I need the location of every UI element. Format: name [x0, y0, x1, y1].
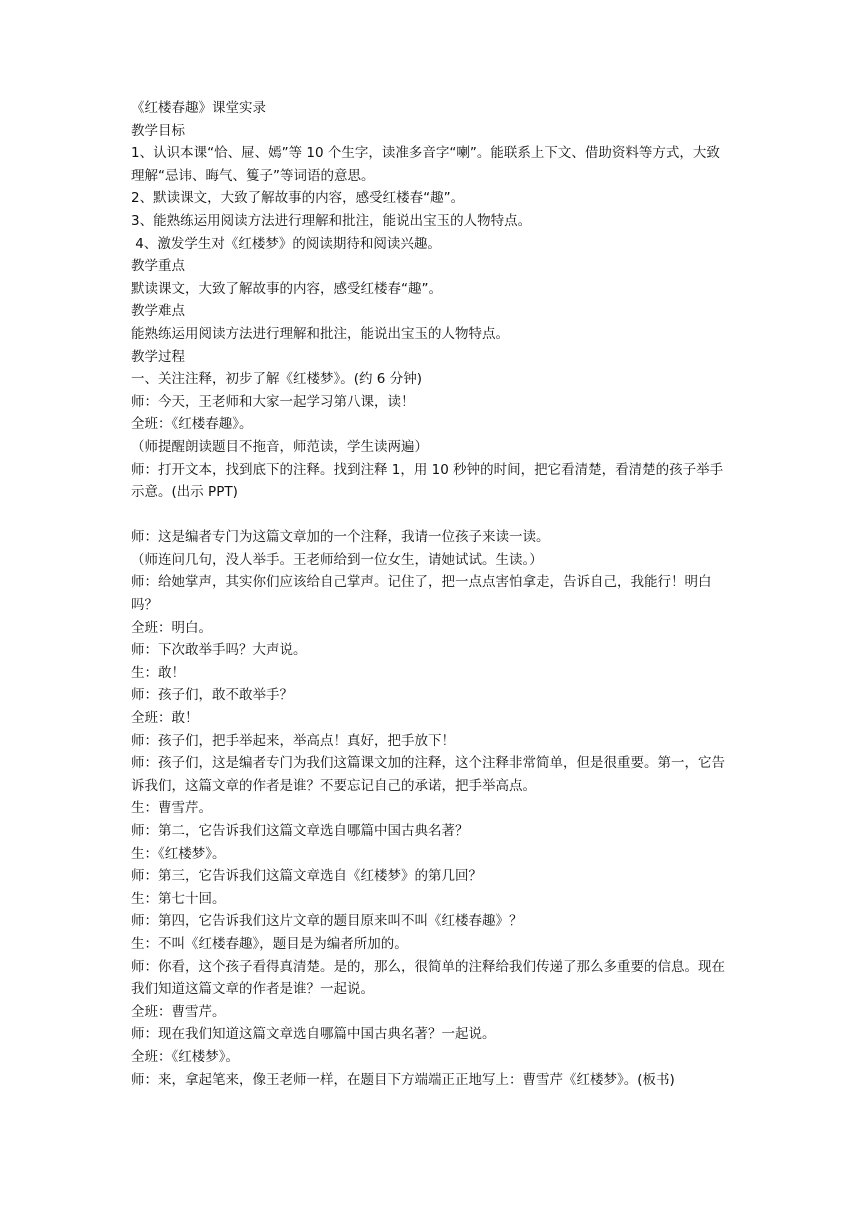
dialogue-line: 生：第七十回。 — [131, 890, 226, 907]
dialogue-line: 全班：《红楼梦》。 — [131, 1048, 239, 1065]
dialogue-line: 师：现在我们知道这篇文章选自哪篇中国古典名著？一起说。 — [131, 1026, 496, 1043]
dialogue-line: 师：孩子们，敢不敢举手？ — [131, 687, 293, 704]
section-heading-key-points: 教学重点 — [131, 258, 185, 275]
dialogue-line: 师：第四，它告诉我们这片文章的题目原来叫不叫《红楼春趣》？ — [131, 913, 523, 930]
document-title: 《红楼春趣》课堂实录 — [131, 100, 266, 116]
dialogue-line: 师：第二，它告诉我们这篇文章选自哪篇中国古典名著？ — [131, 823, 469, 839]
process-step-1-heading: 一、关注注释，初步了解《红楼梦》。(约 6 分钟) — [131, 371, 422, 388]
dialogue-line: 师：这是编者专门为这篇文章加的一个注释，我请一位孩子来读一读。 — [131, 529, 550, 546]
dialogue-line: 全班：明白。 — [131, 619, 212, 636]
dialogue-line: 师：孩子们，把手举起来，举高点！真好，把手放下！ — [131, 732, 455, 749]
dialogue-line: 生：曹雪芹。 — [131, 800, 212, 817]
goal-item-2: 2、默读课文，大致了解故事的内容，感受红楼春“趣”。 — [131, 190, 465, 207]
dialogue-line: 师：下次敢举手吗？大声说。 — [131, 642, 307, 659]
dialogue-line: 生：敢！ — [131, 664, 185, 681]
dialogue-line: 师：第三，它告诉我们这篇文章选自《红楼梦》的第几回？ — [131, 868, 482, 885]
dialogue-line: 师：打开文本，找到底下的注释。找到注释 1，用 10 秒钟的时间，把它看清楚，看清楚的孩子举手示意。(出示 PPT) — [131, 461, 724, 501]
section-heading-difficulties: 教学难点 — [131, 303, 185, 320]
goal-item-3: 3、能熟练运用阅读方法进行理解和批注，能说出宝玉的人物特点。 — [131, 212, 532, 229]
dialogue-line: 师：今天，王老师和大家一起学习第八课，读！ — [131, 393, 415, 410]
dialogue-line: 生：不叫《红楼春趣》，题目是为编者所加的。 — [131, 935, 408, 952]
dialogue-line: 师：来，拿起笔来，像王老师一样，在题目下方端端正正地写上：曹雪芹《红楼梦》。(板书) — [131, 1071, 675, 1088]
difficulties-text: 能熟练运用阅读方法进行理解和批注，能说出宝玉的人物特点。 — [131, 325, 509, 342]
dialogue-line: 全班：《红楼春趣》。 — [131, 416, 253, 433]
dialogue-line: 师：孩子们，这是编者专门为我们这篇课文加的注释，这个注释非常简单，但是很重要。第一，它告诉我们，这篇文章的作者是谁？不要忘记自己的承诺，把手举高点。 — [131, 755, 725, 794]
dialogue-line: 全班：曹雪芹。 — [131, 1003, 226, 1020]
section-heading-goals: 教学目标 — [131, 122, 185, 139]
dialogue-line: 师：给她掌声，其实你们应该给自己掌声。记住了，把一点点害怕拿走，告诉自己，我能行！明白吗？ — [131, 574, 712, 614]
blank-line — [131, 504, 731, 527]
dialogue-line: （师提醒朗读题目不拖音，师范读，学生读两遍） — [131, 438, 428, 455]
dialogue-line: 全班：敢！ — [131, 710, 199, 727]
key-points-text: 默读课文，大致了解故事的内容，感受红楼春“趣”。 — [131, 280, 442, 297]
dialogue-line: （师连问几句，没人举手。王老师给到一位女生，请她试试。生读。） — [131, 551, 543, 568]
goal-item-4: 4、激发学生对《红楼梦》的阅读期待和阅读兴趣。 — [131, 235, 441, 252]
dialogue-line: 生：《红楼梦》。 — [131, 845, 226, 862]
goal-item-1: 1、认识本课“恰、屉、嫣”等 10 个生字，读准多音字“喇”。能联系上下文、借助资料等方式，大致理解“忌讳、晦气、篗子”等词语的意思。 — [131, 145, 720, 184]
document-page — [131, 97, 731, 1091]
dialogue-line: 师：你看，这个孩子看得真清楚。是的，那么，很简单的注释给我们传递了那么多重要的信息。现在我们知道这篇文章的作者是谁？一起说。 — [131, 958, 725, 998]
section-heading-process: 教学过程 — [131, 348, 185, 365]
